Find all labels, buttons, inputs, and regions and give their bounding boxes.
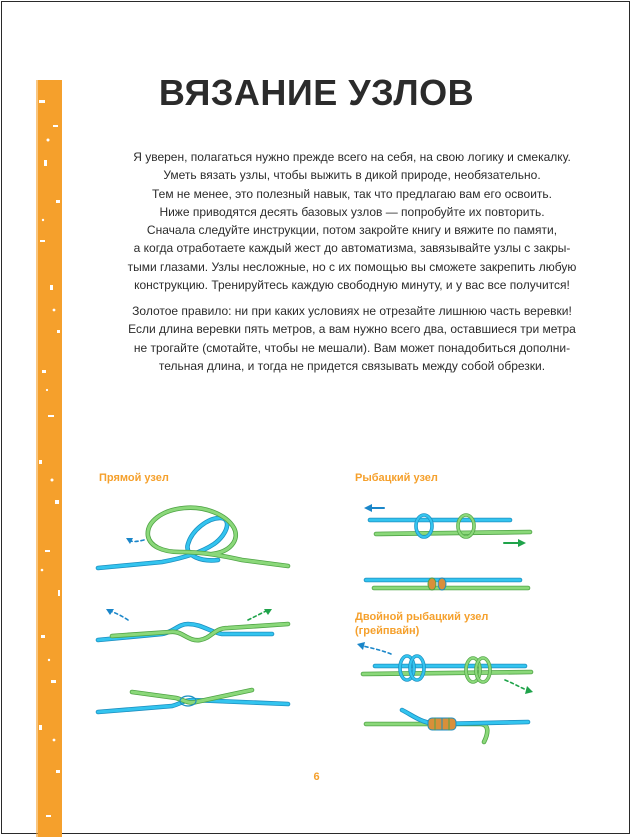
intro-line: а когда отработаете каждый жест до автоматизма, завязывайте узлы с закры-	[133, 241, 571, 256]
square-knot-step2-diagram	[92, 600, 292, 652]
orange-brush-divider	[148, 403, 470, 431]
square-knot-label	[99, 471, 169, 485]
square-knot-step3-diagram	[92, 680, 292, 720]
golden-rule-paragraph	[72, 302, 632, 375]
page-title: ВЯЗАНИЕ УЗЛОВ	[158, 72, 475, 113]
fisherman-knot-step1-diagram	[360, 498, 535, 550]
square-knot-step1-diagram	[92, 500, 292, 580]
rule-line: Золотое правило: ни при каких условиях не отрезайте лишнюю часть веревки!	[132, 304, 572, 318]
fisherman-knot-label	[355, 471, 438, 485]
intro-line: Ниже приводятся десять базовых узлов — попробуйте их повторить.	[159, 204, 545, 219]
intro-line: Тем не менее, это полезный навык, так что предлагаю вам его освоить.	[152, 186, 552, 201]
rule-line: не трогайте (смотайте, чтобы не мешали). Вам может понадобиться дополни-	[133, 340, 571, 355]
page-number: 6	[313, 771, 320, 783]
square-knot-label-text: Прямой узел	[99, 472, 169, 484]
intro-line: Уметь вязать узлы, чтобы выжить в дикой природе, необязательно.	[163, 168, 541, 183]
fisherman-knot-label-text: Рыбацкий узел	[355, 472, 438, 484]
fisherman-knot-step2-diagram	[360, 570, 535, 596]
double-fisherman-knot-label	[355, 610, 488, 638]
orange-decorative-stripe	[36, 80, 64, 837]
intro-line: Сначала следуйте инструкции, потом закройте книгу и вяжите по памяти,	[146, 223, 558, 238]
double-fisherman-step2-diagram	[360, 706, 535, 748]
double-fisherman-label-line: (грейпвайн)	[355, 625, 420, 637]
intro-line: конструкцию. Тренируйтесь каждую свободную минуту, и у вас все получится!	[134, 278, 570, 293]
intro-line: тыми глазами. Узлы несложные, но с их помощью вы сможете закрепить любую	[127, 259, 577, 274]
double-fisherman-step1-diagram	[355, 640, 535, 700]
intro-line: Я уверен, полагаться нужно прежде всего на себя, на свою логику и смекалку.	[133, 150, 571, 164]
double-fisherman-label-line: Двойной рыбацкий узел	[355, 611, 489, 623]
intro-paragraph	[72, 148, 632, 294]
rule-line: тельная длина, и тогда не придется связывать между собой обрезки.	[158, 358, 546, 373]
rule-line: Если длина веревки пять метров, а вам нужно всего два, оставшиеся три метра	[128, 322, 576, 337]
